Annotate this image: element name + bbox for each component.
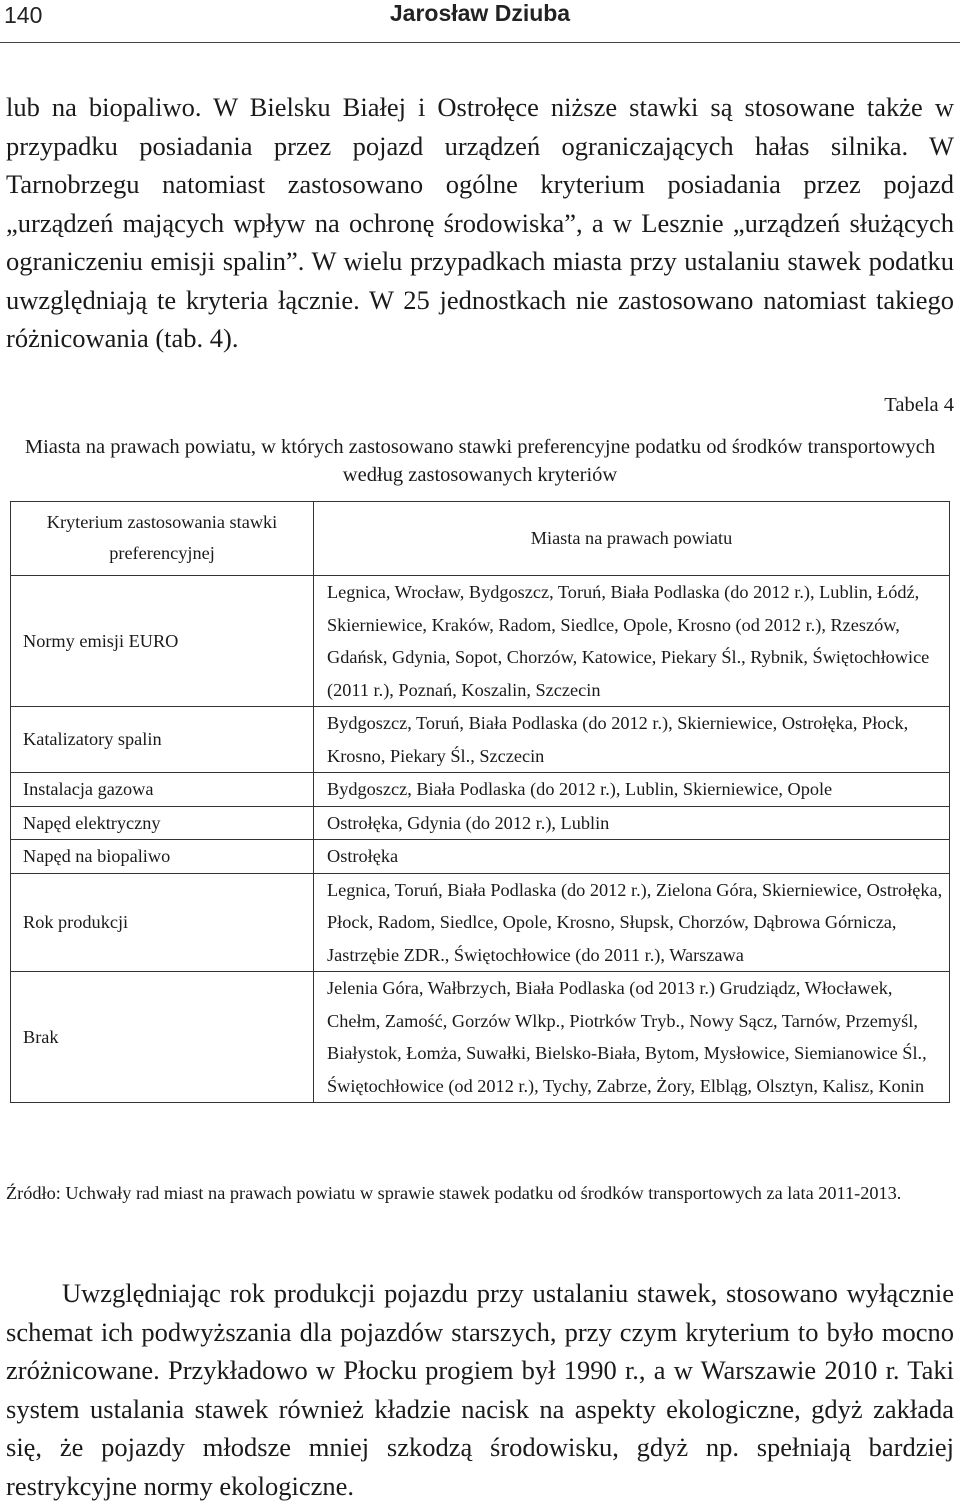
table-header-row bbox=[11, 502, 950, 576]
table-row bbox=[11, 773, 950, 807]
cities-cell: Ostrołęka bbox=[314, 840, 950, 874]
page-header bbox=[0, 0, 960, 43]
table-row bbox=[11, 972, 950, 1103]
page-number: 140 bbox=[4, 2, 43, 28]
table-row bbox=[11, 707, 950, 773]
criterion-cell: Katalizatory spalin bbox=[11, 707, 314, 773]
column-header-cities: Miasta na prawach powiatu bbox=[314, 502, 950, 576]
cities-cell: Legnica, Toruń, Biała Podlaska (do 2012 r.), Zielona Góra, Skierniewice, Ostrołęka, Płock, Radom, Siedlce, Opole, Krosno, Słupsk, Chorzów, Dąbrowa Górnicza, Jastrzębie ZDR., Świętochłowice (do 2011 r.), Warszawa bbox=[314, 873, 950, 972]
criterion-cell: Brak bbox=[11, 972, 314, 1103]
cities-cell: Ostrołęka, Gdynia (do 2012 r.), Lublin bbox=[314, 806, 950, 840]
cities-cell: Jelenia Góra, Wałbrzych, Biała Podlaska (od 2013 r.) Grudziądz, Włocławek, Chełm, Zamość, Gorzów Wlkp., Piotrków Tryb., Nowy Sącz, Tarnów, Przemyśl, Białystok, Łomża, Suwałki, Bielsko-Biała, Bytom, Mysłowice, Siemianowice Śl., Świętochłowice (od 2012 r.), Tychy, Zabrze, Żory, Elbląg, Olsztyn, Kalisz, Konin bbox=[314, 972, 950, 1103]
criterion-cell: Rok produkcji bbox=[11, 873, 314, 972]
table-label: Tabela 4 bbox=[884, 394, 954, 416]
table-caption: Miasta na prawach powiatu, w których zastosowano stawki preferencyjne podatku od środków transportowych według zastosowanych kryteriów bbox=[24, 436, 936, 486]
criterion-cell: Napęd elektryczny bbox=[11, 806, 314, 840]
body-paragraph-2: Uwzględniając rok produkcji pojazdu przy ustalaniu stawek, stosowano wyłącznie schemat ich podwyższania dla pojazdów starszych, przy czym kryterium to było mocno zróżnicowane. Przykładowo w Płocku progiem był 1990 r., a w Warszawie 2010 r. Taki system ustalania stawek również kładzie nacisk na aspekty ekologiczne, gdyż zakłada się, że pojazdy młodsze mniej szkodzą środowisku, gdyż np. spełniają bardziej restrykcyjne normy ekologiczne. bbox=[6, 1278, 954, 1501]
column-header-criterion: Kryterium zastosowania stawki preferencyjnej bbox=[11, 502, 314, 576]
cities-cell: Legnica, Wrocław, Bydgoszcz, Toruń, Biała Podlaska (do 2012 r.), Lublin, Łódź, Skierniewice, Kraków, Radom, Siedlce, Opole, Krosno (od 2012 r.), Rzeszów, Gdańsk, Gdynia, Sopot, Chorzów, Katowice, Piekary Śl., Rybnik, Świętochłowice (2011 r.), Poznań, Koszalin, Szczecin bbox=[314, 576, 950, 707]
table-row bbox=[11, 576, 950, 707]
body-paragraph-1: lub na biopaliwo. W Bielsku Białej i Ostrołęce niższe stawki są stosowane także w przypadku posiadania przez pojazd urządzeń ograniczających hałas silnika. W Tarnobrzegu natomiast zastosowano ogólne kryterium posiadania przez pojazd „urządzeń mających wpływ na ochronę środowiska”, a w Lesznie „urządzeń służących ograniczeniu emisji spalin”. W wielu przypadkach miasta przy ustalaniu stawek podatku uwzględniają te kryteria łącznie. W 25 jednostkach nie zastosowano natomiast takiego różnicowania (tab. 4). bbox=[6, 92, 954, 353]
cities-cell: Bydgoszcz, Toruń, Biała Podlaska (do 2012 r.), Skierniewice, Ostrołęka, Płock, Krosno, Piekary Śl., Szczecin bbox=[314, 707, 950, 773]
table-row bbox=[11, 873, 950, 972]
criterion-cell: Napęd na biopaliwo bbox=[11, 840, 314, 874]
criterion-cell: Instalacja gazowa bbox=[11, 773, 314, 807]
table-row bbox=[11, 806, 950, 840]
running-head-author: Jarosław Dziuba bbox=[389, 0, 571, 26]
table-row bbox=[11, 840, 950, 874]
table-source-note: Źródło: Uchwały rad miast na prawach powiatu w sprawie stawek podatku od środków transportowych za lata 2011-2013. bbox=[6, 1183, 902, 1203]
cities-cell: Bydgoszcz, Biała Podlaska (do 2012 r.), Lublin, Skierniewice, Opole bbox=[314, 773, 950, 807]
criterion-cell: Normy emisji EURO bbox=[11, 576, 314, 707]
criteria-table bbox=[10, 501, 950, 1103]
